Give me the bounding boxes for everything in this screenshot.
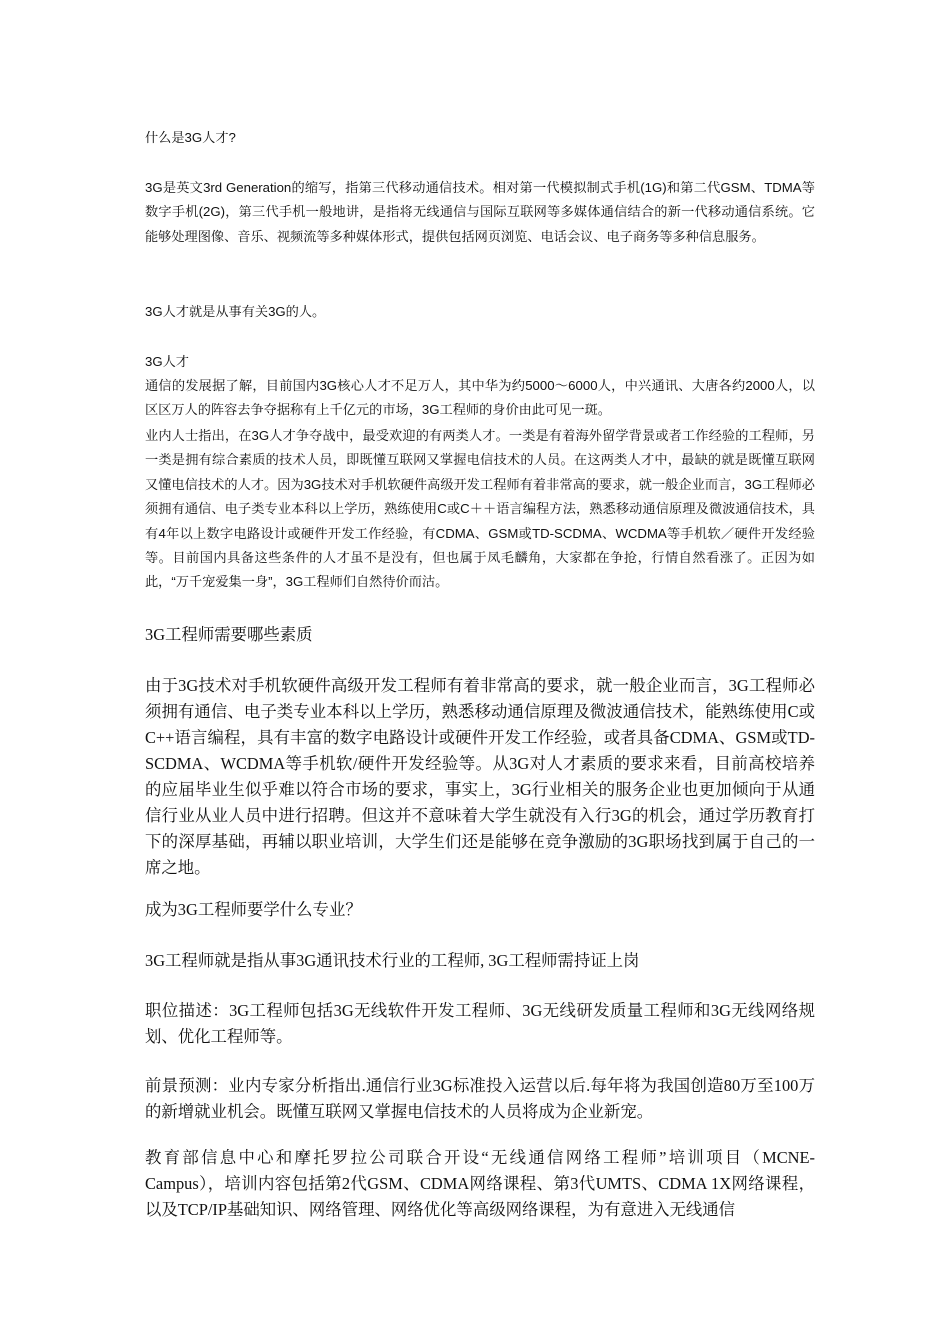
- paragraph-3g-definition: 3G是英文3rd Generation的缩写，指第三代移动通信技术。相对第一代模拟制式手机(1G)和第二代GSM、TDMA等数字手机(2G)，第三代手机一般地讲，是指将无线通信与国际互联网等多媒体通信结合的新一代移动通信系统。它能够处理图像、音乐、视频流等多种媒体形式，提供包括网页浏览、电话会议、电子商务等多种信息服务。: [145, 180, 815, 244]
- section-label-3g-talent: 3G人才: [145, 354, 189, 369]
- paragraph-3g-talent-definition: 3G人才就是从事有关3G的人。: [145, 304, 326, 319]
- paragraph-market-demand: 通信的发展据了解，目前国内3G核心人才不足万人，其中华为约5000～6000人，中兴通讯、大唐各约2000人，以区区万人的阵容去争夺据称有上千亿元的市场，3G工程师的身价由此可见一斑。: [145, 378, 815, 418]
- heading-engineer-qualities: 3G工程师需要哪些素质: [145, 625, 313, 644]
- question-what-is-3g-talent: 什么是3G人才?: [145, 130, 236, 145]
- paragraph-training-program: 教育部信息中心和摩托罗拉公司联合开设“无线通信网络工程师”培训项目（MCNE-Campus），培训内容包括第2代GSM、CDMA网络课程、第3代UMTS、CDMA 1X网络课程，以及TCP/IP基础知识、网络管理、网络优化等高级网络课程，为有意进入无线通信: [145, 1148, 815, 1219]
- question-which-major: 成为3G工程师要学什么专业？: [145, 900, 362, 919]
- paragraph-outlook: 前景预测：业内专家分析指出.通信行业3G标准投入运营以后.每年将为我国创造80万至100万的新增就业机会。既懂互联网又掌握电信技术的人员将成为企业新宠。: [145, 1076, 815, 1121]
- paragraph-engineer-requirements: 由于3G技术对手机软硬件高级开发工程师有着非常高的要求，就一般企业而言，3G工程师必须拥有通信、电子类专业本科以上学历，熟悉移动通信原理及微波通信技术，能熟练使用C或C++语言编程，具有丰富的数字电路设计或硬件开发工作经验，或者具备CDMA、GSM或TD-SCDMA、WCDMA等手机软/硬件开发经验等。从3G对人才素质的要求来看，目前高校培养的应届毕业生似乎难以符合市场的要求，事实上，3G行业相关的服务企业也更加倾向于从通信行业从业人员中进行招聘。但这并不意味着大学生就没有入行3G的机会，通过学历教育打下的深厚基础，再辅以职业培训，大学生们还是能够在竞争激励的3G职场找到属于自己的一席之地。: [145, 676, 815, 877]
- paragraph-3g-engineer-definition: 3G工程师就是指从事3G通讯技术行业的工程师, 3G工程师需持证上岗: [145, 951, 640, 970]
- paragraph-industry-insiders: 业内人士指出，在3G人才争夺战中，最受欢迎的有两类人才。一类是有着海外留学背景或者工作经验的工程师，另一类是拥有综合素质的技术人员，即既懂互联网又掌握电信技术的人员。在这两类人才中，最缺的就是既懂互联网又懂电信技术的人才。因为3G技术对手机软硬件高级开发工程师有着非常高的要求，就一般企业而言，3G工程师必须拥有通信、电子类专业本科以上学历，熟练使用C或C＋＋语言编程方法，熟悉移动通信原理及微波通信技术，具有4年以上数字电路设计或硬件开发工作经验，有CDMA、GSM或TD-SCDMA、WCDMA等手机软／硬件开发经验等。目前国内具备这些条件的人才虽不是没有，但也属于凤毛麟角，大家都在争抢，行情自然看涨了。正因为如此，“万千宠爱集一身”，3G工程师们自然待价而沽。: [145, 428, 815, 590]
- paragraph-job-description: 职位描述：3G工程师包括3G无线软件开发工程师、3G无线研发质量工程师和3G无线网络规划、优化工程师等。: [145, 1001, 815, 1046]
